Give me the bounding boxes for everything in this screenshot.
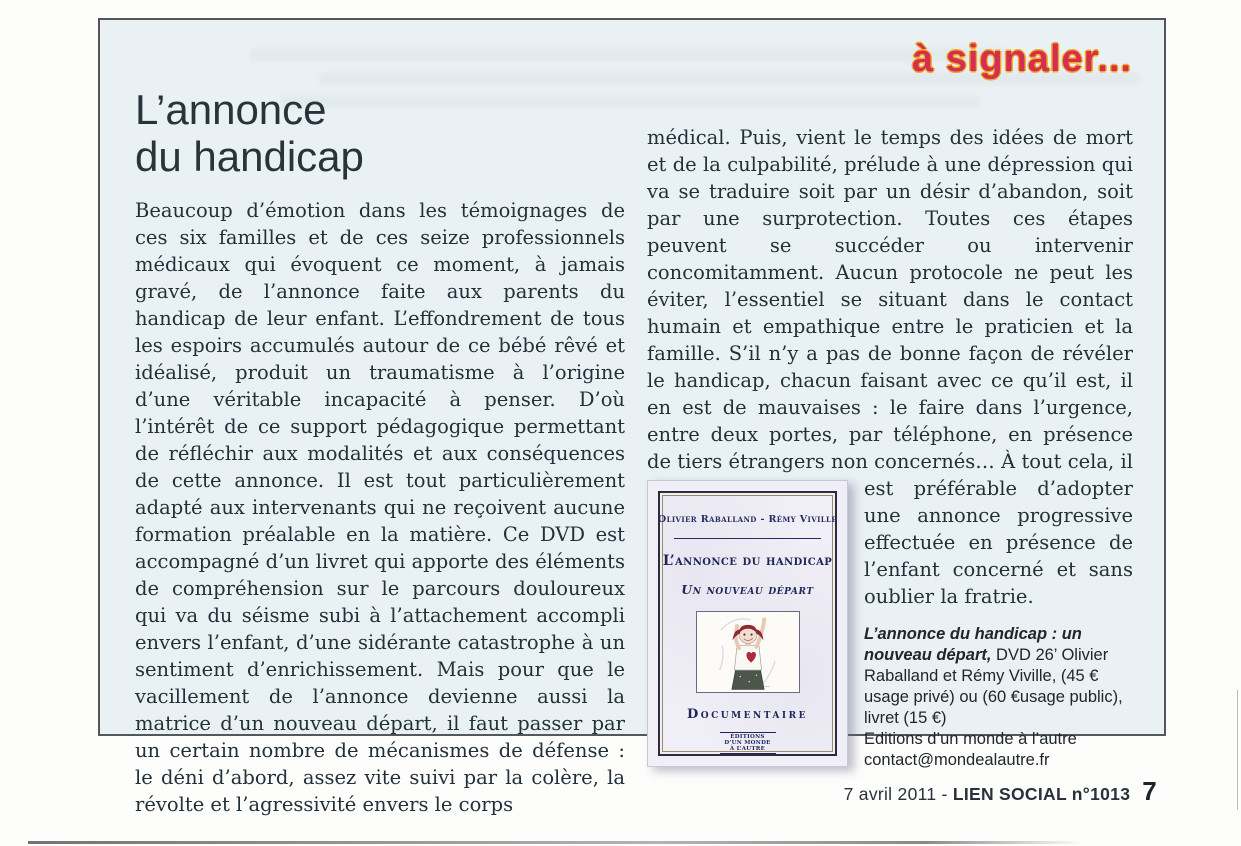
article-body-right-part2: cela, il est préférable d’adopter une annonce progressive effectuée en présence de l’enfant concerné et sans oublier la fratrie.: [864, 450, 1133, 608]
dvd-publisher-line3: À L’AUTRE: [729, 746, 766, 752]
footer-issue-info: [844, 784, 1131, 805]
article-title-line1: L’annonce: [135, 86, 327, 133]
article-body-left: Beaucoup d’émotion dans les témoignages de ces six familles et de ces seize professionnels médicaux qui évoquent ce moment, à jamais gravé, de l’annonce faite aux parents du handicap de leur enfant. L’effondrement de tous les espoirs accumulés autour de ce bébé rêvé et idéalisé, produit un traumatisme à l’origine d’une véritable incapacité à penser. D’où l’intérêt de ce support pédagogique permettant de réfléchir aux modalités et aux conséquences de cette annonce. Il est tout particulièrement adapté aux intervenants qui ne reçoivent aucune formation préalable en la matière. Ce DVD est accompagné d’un livret qui apporte des éléments de compréhension sur le parcours douloureux qui va du séisme subi à l’attachement accompli envers l’enfant, d’une sidérante catastrophe à un sentiment d’enrichissement. Mais pour que le vacillement de l’annonce devienne aussi la matrice d’un nouveau départ, il faut passer par un certain nombre de mécanismes de défense : le déni d’abord, assez vite suivi par la colère, la révolte et l’agressivité envers le corps: [135, 199, 625, 816]
dvd-cover-frame: [658, 491, 837, 756]
dvd-cover-category: Documentaire: [687, 707, 808, 722]
caption-product-title: L’annonce du handicap : un nouveau départ,: [864, 625, 1082, 664]
article-right-column: [647, 124, 1133, 771]
scan-artifact-edge: [1237, 690, 1238, 810]
footer-date: 7 avril 2011 -: [843, 784, 953, 804]
article-title-line2: du handicap: [135, 133, 364, 180]
dvd-publisher-line2: D’UN MONDE: [724, 740, 771, 746]
article-body-right-part1: médical. Puis, vient le temps des idées de mort et de la culpabilité, prélude à une dépression qui va se traduire soit par un désir d’abandon, soit par une surprotection. Toutes ces étapes peuvent se succéder ou intervenir concomitamment. Aucun protocole ne peut les éviter, l’essentiel se situant dans le contact humain et empathique entre le praticien et la famille. S’il n’y a pas de bonne façon de révéler le handicap, chacun faisant avec ce qu’il est, il en est de mauvaises : le faire dans l’urgence, entre deux portes, par téléphone, en présence de tiers étrangers non concernés… À tout: [647, 126, 1133, 473]
article-title: [135, 86, 625, 180]
dvd-cover-subtitle: Un nouveau départ: [681, 582, 814, 597]
footer-page-number: 7: [1142, 776, 1157, 806]
caption-contact-email: contact@mondealautre.fr: [864, 751, 1050, 769]
footer-journal: LIEN SOCIAL n°1013: [952, 784, 1131, 804]
page-footer: [844, 776, 1157, 807]
dvd-cover: [647, 480, 848, 767]
bleed-through-artifact: [250, 48, 1010, 62]
caption-product-details: DVD 26’ Olivier Raballand et Rémy Viville, (45 € usage privé) ou (60 €usage public), livret (15 €): [864, 646, 1123, 727]
section-badge: à signaler...: [912, 38, 1132, 80]
dvd-cover-title: L’annonce du handicap: [662, 553, 833, 569]
dvd-cover-rule: [674, 538, 821, 539]
caption-publisher: Editions d’un monde à l’autre: [864, 730, 1077, 748]
girl-illustration: [696, 611, 800, 693]
dvd-publisher-line1: ÉDITIONS: [730, 734, 765, 740]
scan-artifact-line: [28, 841, 1083, 844]
dvd-cover-authors: Olivier Raballand - Rémy Viville: [657, 514, 838, 525]
article-left-column: [135, 86, 625, 818]
dvd-publisher-logo: [720, 732, 776, 754]
